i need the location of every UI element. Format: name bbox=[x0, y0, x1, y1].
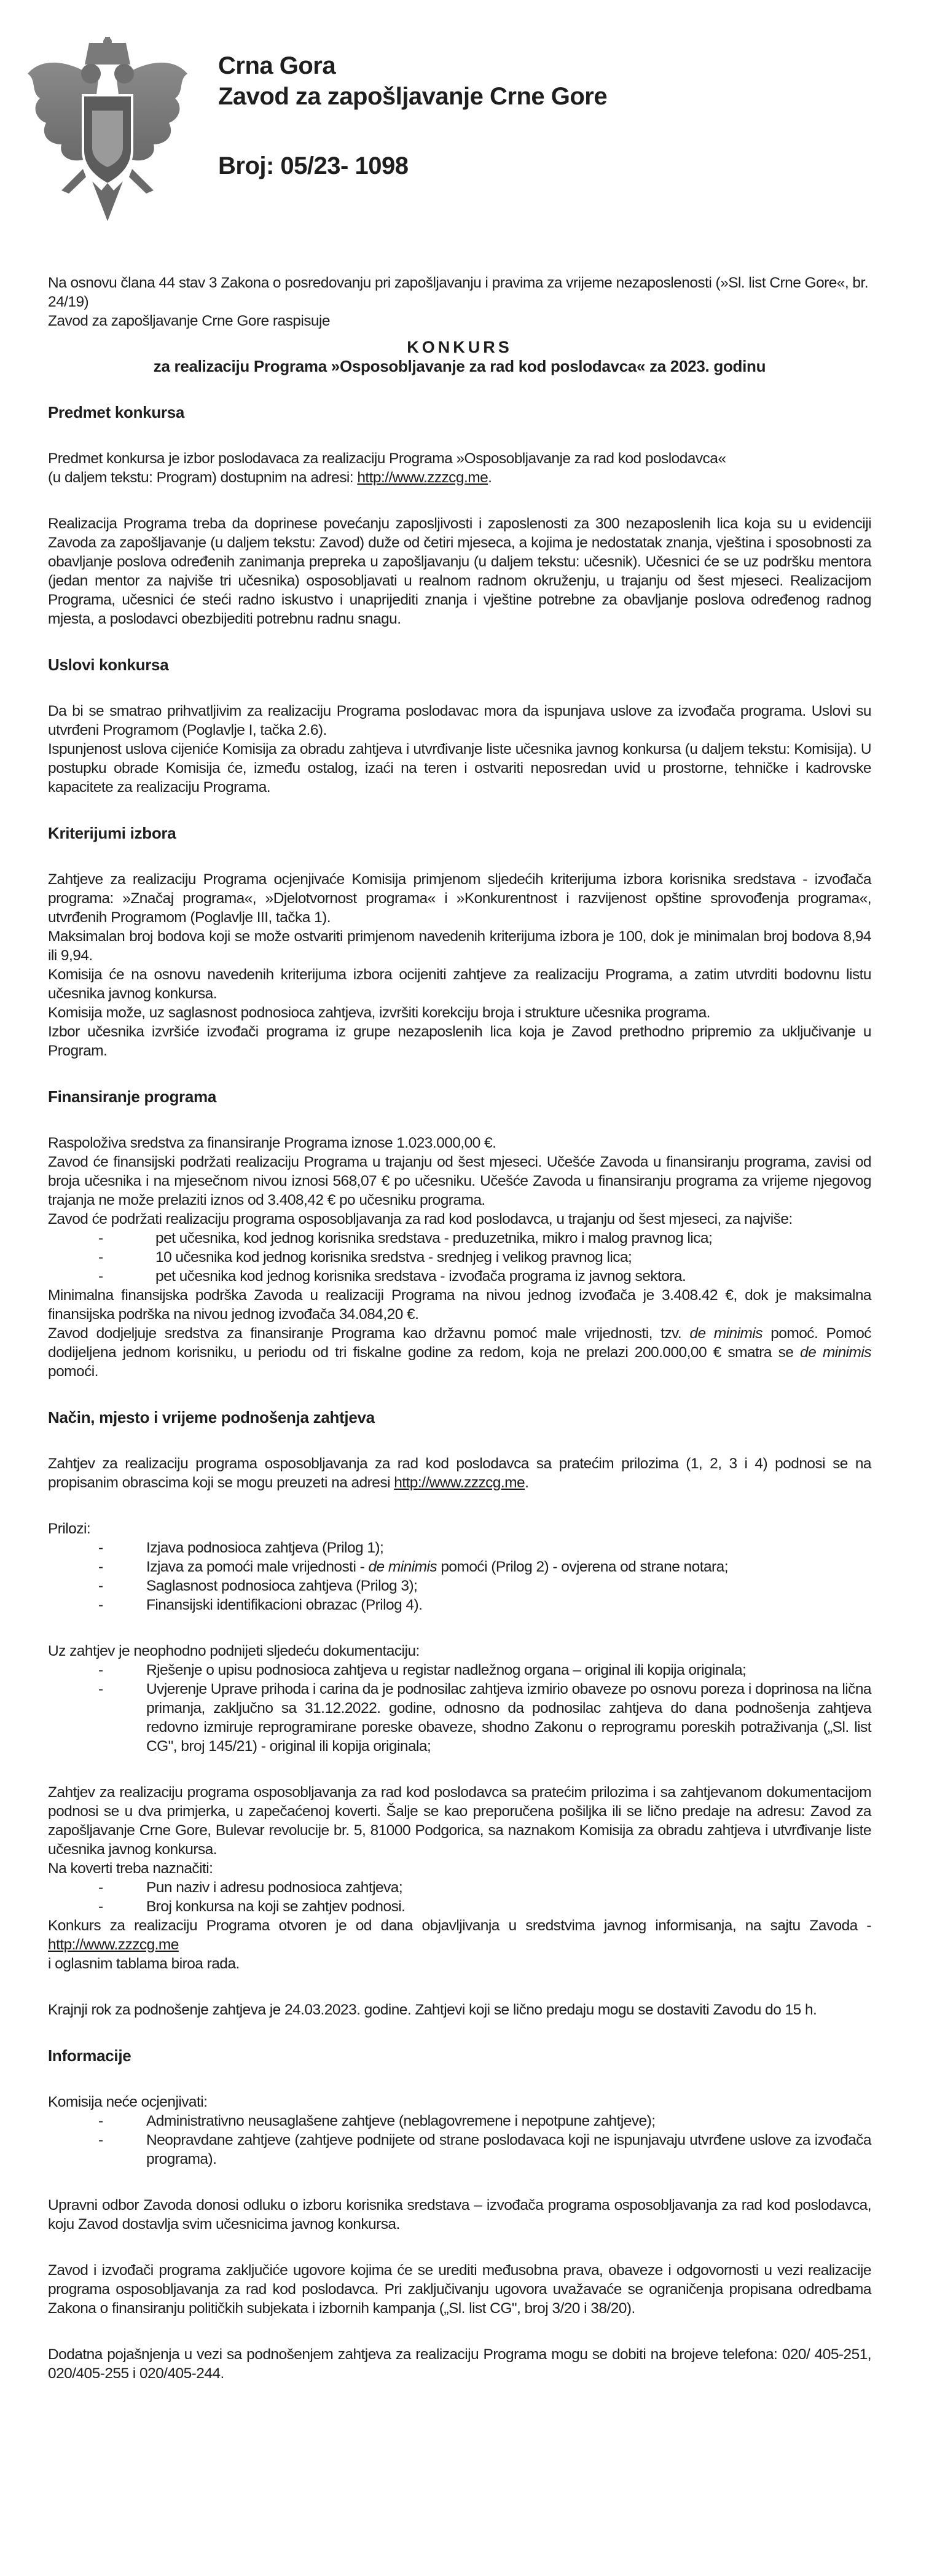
list-item-text: Saglasnost podnosioca zahtjeva (Prilog 3); bbox=[146, 1578, 418, 1594]
attachments-label: Prilozi: bbox=[48, 1521, 91, 1537]
website-link[interactable]: http://www.zzzcg.me bbox=[357, 469, 488, 486]
list-item: - Saglasnost podnosioca zahtjeva (Prilog 3); bbox=[48, 1576, 871, 1595]
section-heading-kriterijumi: Kriterijumi izbora bbox=[48, 824, 176, 842]
list-item: - Neopravdane zahtjeve (zahtjeve podnijete od strane poslodavaca koji ne ispunjavaju utvrđene uslove za izvođača programa). bbox=[98, 2132, 871, 2167]
list-item-text bbox=[146, 1557, 871, 1576]
list-item-text: pet učesnika kod jednog korisnika sredstava - izvođača programa iz javnog sektora. bbox=[155, 1268, 686, 1285]
list-item-text: Uvjerenje Uprave prihoda i carina da je podnosilac zahtjeva izmirio obaveze po osnovu poreza i doprinosa na lična primanja, zaključno sa 31.12.2022. godine, odnosno da podnosilac zahtjeva do dana podnošenja zahtjeva redovno izmiruje reprogramirane poreske obaveze, shodno Zakonu o reprogramu poreskih potraživanja („Sl. list CG", broj 145/21) - original ili kopija originala; bbox=[146, 1681, 871, 1755]
document-body bbox=[48, 273, 871, 2383]
list-item: - Izjava podnosioca zahtjeva (Prilog 1); bbox=[48, 1538, 871, 1557]
list-item: - Administrativno neusaglašene zahtjeve (neblagovremene i nepotpune zahtjeve); bbox=[48, 2112, 871, 2131]
section-heading-nacin: Način, mjesto i vrijeme podnošenja zahtjeva bbox=[48, 1408, 375, 1427]
list-item-text: Izjava podnosioca zahtjeva (Prilog 1); bbox=[146, 1540, 384, 1556]
section4-paragraph-3: Zavod će podržati realizaciju programa osposobljavanja za rad kod poslodavca, u trajanju od šest mjeseci, za najviše: bbox=[48, 1211, 793, 1227]
country-name: Crna Gora bbox=[218, 52, 336, 79]
document-number: Broj: 05/23- 1098 bbox=[218, 152, 409, 179]
list-item-text: 10 učesnika kod jednog korisnika sredstva - srednjeg i velikog pravnog lica; bbox=[155, 1249, 632, 1266]
list-item: - pet učesnika kod jednog korisnika sredstava - izvođača programa iz javnog sektora. bbox=[48, 1267, 871, 1286]
section1-paragraph-1-line-2 bbox=[48, 468, 871, 487]
section5-paragraph-1 bbox=[48, 1454, 871, 1492]
section1-paragraph-2: Realizacija Programa treba da doprinese povećanju zaposlјivosti i zaposlenosti za 300 nezaposlenih lica koja su u evidenciji Zavoda za zapošljavanje (u daljem tekstu: Zavod) duže od četiri mjeseca, a kojima je nedostatak znanja, vještina i sposobnosti za obavljanje poslova određenih zanimanja prepreka u zapošljavanju (u daljem tekstu: učesnik). Učesnici će se uz podršku mentora (jedan mentor za najviše tri učesnika) osposobljavati u realnom radnom okruženju, u trajanju od šest mjeseci. Realizacijom Programa, učesnici će steći radno iskustvo i unaprijediti znanja i vještine potrebne za obavljanje poslova određenog radnog mjesta, a poslodavci obezbijediti potrebnu radnu snagu. bbox=[48, 515, 871, 627]
section-heading-informacije: Informacije bbox=[48, 2046, 131, 2065]
section5-paragraph-4: Krajnji rok za podnošenje zahtjeva je 24.03.2023. godine. Zahtjevi koji se lično predaju mogu se dostaviti Zavodu do 15 h. bbox=[48, 2002, 817, 2018]
section5-paragraph-3 bbox=[48, 1916, 871, 1973]
list-item: - Pun naziv i adresu podnosioca zahtjeva; bbox=[48, 1878, 871, 1897]
section-heading-finansiranje: Finansiranje programa bbox=[48, 1087, 217, 1106]
envelope-label: Na koverti treba naznačiti: bbox=[48, 1860, 213, 1877]
section4-paragraph-5 bbox=[48, 1324, 871, 1381]
section4-paragraph-1: Raspoloživa sredstva za finansiranje Programa iznose 1.023.000,00 €. bbox=[48, 1135, 496, 1151]
participant-limits-list bbox=[48, 1229, 871, 1286]
documents-label: Uz zahtjev je neophodno podnijeti sljedeću dokumentaciju: bbox=[48, 1643, 420, 1659]
list-item: - Broj konkursa na koji se zahtjev podnosi. bbox=[48, 1897, 871, 1916]
text-span: Konkurs za realizaciju Programa otvoren je od dana objavljivanja u sredstvima javnog informisanja, na sajtu Zavoda - bbox=[48, 1917, 871, 1934]
list-item: - 10 učesnika kod jednog korisnika sredstva - srednjeg i velikog pravnog lica; bbox=[48, 1248, 871, 1267]
section-heading-uslovi: Uslovi konkursa bbox=[48, 656, 169, 674]
list-item-text: Administrativno neusaglašene zahtjeve (neblagovremene i nepotpune zahtjeve); bbox=[146, 2113, 656, 2129]
website-link[interactable]: http://www.zzzcg.me bbox=[394, 1474, 525, 1491]
agency-name: Zavod za zapošljavanje Crne Gore bbox=[218, 83, 608, 110]
section3-paragraph-2: Maksimalan broj bodova koji se može ostvariti primjenom navedenih kriterijuma izbora je 100, dok je minimalan broj bodova 8,94 ili 9,94. bbox=[48, 928, 871, 964]
section-heading-predmet: Predmet konkursa bbox=[48, 403, 185, 421]
section3-paragraph-3: Komisija će na osnovu navedenih kriterijuma izbora ocijeniti zahtjeve za realizaciju Programa, a zatim utvrditi bodovnu listu učesnika javnog konkursa. bbox=[48, 966, 871, 1002]
italic-term: de minimis bbox=[368, 1559, 437, 1575]
envelope-list bbox=[48, 1878, 871, 1916]
commission-label: Komisija neće ocjenjivati: bbox=[48, 2094, 208, 2110]
italic-term: de minimis bbox=[689, 1325, 762, 1342]
list-item: - Finansijski identifikacioni obrazac (Prilog 4). bbox=[48, 1595, 871, 1615]
text-span: pomoći. bbox=[48, 1363, 98, 1380]
section4-paragraph-2: Zavod će finansijski podržati realizaciju Programa u trajanju od šest mjeseci. Učešće Zavoda u finansiranju programa, zavisi od broja učesnika i na mjesečnom nivou iznosi 568,07 € po učesniku. Učešće Zavoda u finansiranju programa za vrijeme njegovog trajanja ne može prelaziti iznos od 3.408,42 € po učesniku programa. bbox=[48, 1154, 871, 1208]
attachments-list bbox=[48, 1538, 871, 1615]
section1-paragraph-1-line-1: Predmet konkursa je izbor poslodavaca za realizaciju Programa »Osposobljavanje za rad kod poslodavca« bbox=[48, 450, 726, 467]
document-subtitle: za realizaciju Programa »Osposobljavanje za rad kod poslodavca« za 2023. godinu bbox=[153, 357, 766, 375]
text-span: Zavod dodjeljuje sredstva za finansiranje Programa kao državnu pomoć male vrijednosti, tzv. bbox=[48, 1325, 690, 1342]
text-span: Izjava za pomoći male vrijednosti - bbox=[146, 1559, 369, 1575]
text-span: Zahtjev za realizaciju programa osposobljavanja za rad kod poslodavca sa pratećim prilozima (1, 2, 3 i 4) podnosi se na propisanim obrascima koji se mogu preuzeti na adresi bbox=[48, 1455, 871, 1491]
list-item-text: Neopravdane zahtjeve (zahtjeve podnijete od strane poslodavaca koji ne ispunjavaju utvrđene uslove za izvođača programa). bbox=[146, 2132, 871, 2167]
text-span: pomoći (Prilog 2) - ovjerena od strane notara; bbox=[437, 1559, 728, 1575]
intro-line-1: Na osnovu člana 44 stav 3 Zakona o posredovanju pri zapošljavanju i pravima za vrijeme nezaposlenosti (»Sl. list Crne Gore«, br. 24/19) bbox=[48, 275, 869, 310]
list-item-text: pet učesnika, kod jednog korisnika sredstava - preduzetnika, mikro i malog pravnog lica; bbox=[155, 1230, 713, 1247]
list-item-text: Broj konkursa na koji se zahtjev podnosi. bbox=[146, 1898, 406, 1915]
list-item: - pet učesnika, kod jednog korisnika sredstava - preduzetnika, mikro i malog pravnog lica; bbox=[48, 1229, 871, 1248]
text-span: i oglasnim tablama biroa rada. bbox=[48, 1955, 240, 1972]
section3-paragraph-5: Izbor učesnika izvršiće izvođači programa iz grupe nezaposlenih lica koja je Zavod prethodno pripremio za uključivanje u Program. bbox=[48, 1024, 871, 1059]
section4-paragraph-4: Minimalna finansijska podrška Zavoda u realizaciji Programa na nivou jednog izvođača je 3.408.42 €, dok je maksimalna finansijska podrška na nivou jednog izvođača 34.084,20 €. bbox=[48, 1287, 871, 1323]
section5-paragraph-2: Zahtjev za realizaciju programa osposobljavanja za rad kod poslodavca sa pratećim prilozima i sa zahtjevanom dokumentacijom podnosi se u dva primjerka, u zapečaćenoj koverti. Šalje se kao preporučena pošiljka ili se lično predaje na adresu: Zavod za zapošljavanje Crne Gore, Bulevar revolucije br. 5, 81000 Podgorica, sa naznakom Komisija za obradu zahtjeva i utvrđivanje liste učesnika javnog konkursa. bbox=[48, 1784, 871, 1858]
document-title: KONKURS bbox=[407, 338, 512, 356]
section2-paragraph-2: Ispunjenost uslova cijeniće Komisija za obradu zahtjeva i utvrđivanje liste učesnika javnog konkursa (u daljem tekstu: Komisija). U postupku obrade Komisija će, između ostalog, izaći na teren i ostvariti neposredan uvid u prostorne, tehničke i kadrovske kapacitete za realizaciju Programa. bbox=[48, 741, 871, 796]
list-item-text: Pun naziv i adresu podnosioca zahtjeva; bbox=[146, 1879, 403, 1896]
coat-of-arms-icon bbox=[25, 37, 190, 227]
intro-line-2: Zavod za zapošljavanje Crne Gore raspisuje bbox=[48, 313, 330, 329]
excluded-requests-list bbox=[48, 2112, 871, 2169]
documents-list bbox=[48, 1661, 871, 1756]
section1-text-end: . bbox=[488, 469, 492, 486]
section6-paragraph-3: Dodatna pojašnjenja u vezi sa podnošenjem zahtjeva za realizaciju Programa mogu se dobiti na brojeve telefona: 020/ 405-251, 020/405-255 i 020/405-244. bbox=[48, 2346, 871, 2382]
list-item: - Izjava za pomoći male vrijednosti - de minimis pomoći (Prilog 2) - ovjerena od strane notara; bbox=[48, 1557, 871, 1576]
list-item: - Uvjerenje Uprave prihoda i carina da je podnosilac zahtjeva izmirio obaveze po osnovu poreza i doprinosa na lična primanja, zaključno sa 31.12.2022. godine, odnosno da podnosilac zahtjeva do dana podnošenja zahtjeva redovno izmiruje reprogramirane poreske obaveze, shodno Zakonu o reprogramu poreskih potraživanja („Sl. list CG", broj 145/21) - original ili kopija originala; bbox=[98, 1681, 871, 1755]
section2-paragraph-1: Da bi se smatrao prihvatljivim za realizaciju Programa poslodavac mora da ispunjava uslove za izvođača programa. Uslovi su utvrđeni Programom (Poglavlje I, tačka 2.6). bbox=[48, 703, 871, 738]
section1-text: (u daljem tekstu: Program) dostupnim na adresi: bbox=[48, 469, 358, 486]
organization-header bbox=[218, 50, 607, 112]
list-item: - Rješenje o upisu podnosioca zahtjeva u registar nadležnog organa – original ili kopija originala; bbox=[48, 1661, 871, 1680]
section6-paragraph-1: Upravni odbor Zavoda donosi odluku o izboru korisnika sredstava – izvođača programa osposobljavanja za rad kod poslodavca, koju Zavod dostavlja svim učesnicima javnog konkursa. bbox=[48, 2197, 871, 2233]
section6-paragraph-2: Zavod i izvođači programa zaključiće ugovore kojima će se urediti međusobna prava, obaveze i odgovornosti u vezi realizacije programa osposobljavanja za rad kod poslodavca. Pri zaključivanju ugovora uvažavaće se ograničenja propisana odredbama Zakona o finansiranju političkih subjekata i izbornih kampanja („Sl. list CG", broj 3/20 i 38/20). bbox=[48, 2262, 871, 2317]
section3-paragraph-1: Zahtjeve za realizaciju Programa ocjenjivaće Komisija primjenom sljedećih kriterijuma izbora korisnika sredstava - izvođača programa: »Značaj programa«, »Djelotvornost programa« i »Konkurentnost i razvijenost opštine sprovođenja programa«, utvrđenih Programom (Poglavlje III, tačka 1). bbox=[48, 871, 871, 926]
website-link[interactable]: http://www.zzzcg.me bbox=[48, 1936, 179, 1953]
list-item-text: Finansijski identifikacioni obrazac (Prilog 4). bbox=[146, 1597, 423, 1613]
list-item-text: Rješenje o upisu podnosioca zahtjeva u registar nadležnog organa – original ili kopija originala; bbox=[146, 1662, 747, 1678]
text-span: pomoć. Pomoć dodijeljena jednom korisniku, u periodu od tri fiskalne godine za redom, koja ne prelazi 200.000,00 € smatra se bbox=[48, 1325, 871, 1361]
text-span: . bbox=[525, 1474, 529, 1491]
italic-term: de minimis bbox=[800, 1344, 871, 1361]
section3-paragraph-4: Komisija može, uz saglasnost podnosioca zahtjeva, izvršiti korekciju broja i strukture učesnika programa. bbox=[48, 1004, 710, 1021]
